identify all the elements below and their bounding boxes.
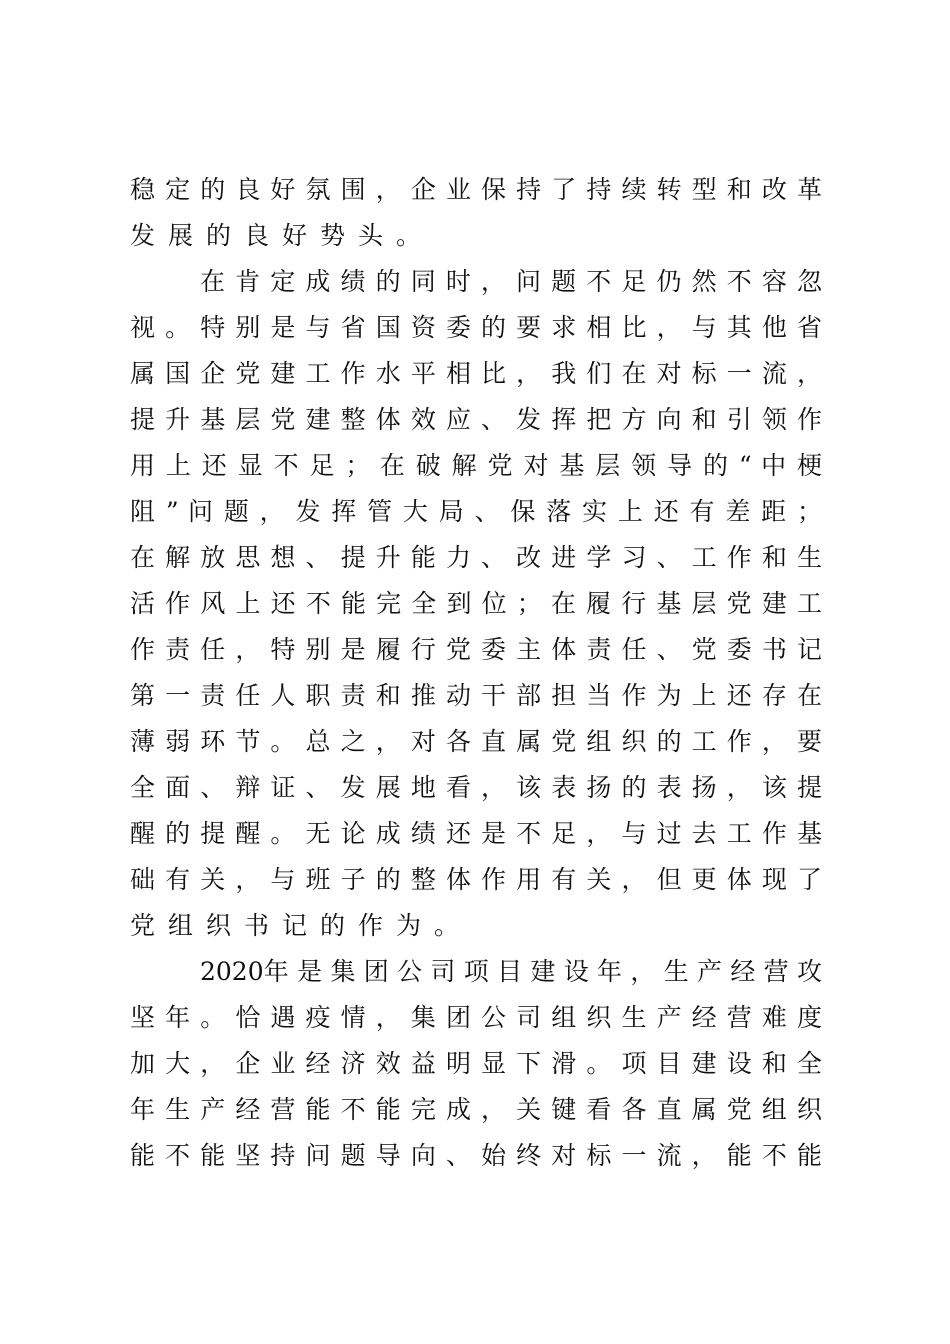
text-line: 加 大 ， 企 业 经 济 效 益 明 显 下 滑 。 项 目 建 设 和 全 xyxy=(130,1049,822,1078)
text-line: 能 不 能 坚 持 问 题 导 向 、 始 终 对 标 一 流 ， 能 不 能 xyxy=(130,1141,822,1170)
paragraph-first-line: 2020年 是 集 团 公 司 项 目 建 设 年 ， 生 产 经 营 攻 xyxy=(200,957,822,986)
text-line: 阻 ” 问 题 ， 发 挥 管 大 局 、 保 落 实 上 还 有 差 距 ； xyxy=(130,497,822,526)
text-line: 年 生 产 经 营 能 不 能 完 成 ， 关 键 看 各 直 属 党 组 织 xyxy=(130,1095,822,1124)
text-line: 党组织书记的作为。 xyxy=(130,911,473,940)
text-line: 稳 定 的 良 好 氛 围 ， 企 业 保 持 了 持 续 转 型 和 改 革 xyxy=(130,175,822,204)
text-line: 全 面 、 辩 证 、 发 展 地 看 ， 该 表 扬 的 表 扬 ， 该 提 xyxy=(130,773,822,802)
text-line: 用 上 还 显 不 足 ； 在 破 解 党 对 基 层 领 导 的 “ 中 梗 xyxy=(130,451,822,480)
text-line: 发展的良好势头。 xyxy=(130,221,435,250)
text-line: 作 责 任 ， 特 别 是 履 行 党 委 主 体 责 任 、 党 委 书 记 xyxy=(130,635,822,664)
paragraph-first-line: 在 肯 定 成 绩 的 同 时 ， 问 题 不 足 仍 然 不 容 忽 xyxy=(200,267,822,296)
text-line: 薄 弱 环 节 。 总 之 ， 对 各 直 属 党 组 织 的 工 作 ， 要 xyxy=(130,727,822,756)
text-line: 础 有 关 ， 与 班 子 的 整 体 作 用 有 关 ， 但 更 体 现 了 xyxy=(130,865,822,894)
text-line: 坚 年 。 恰 遇 疫 情 ， 集 团 公 司 组 织 生 产 经 营 难 度 xyxy=(130,1003,822,1032)
text-line: 属 国 企 党 建 工 作 水 平 相 比 ， 我 们 在 对 标 一 流 ， xyxy=(130,359,822,388)
text-line: 在 解 放 思 想 、 提 升 能 力 、 改 进 学 习 、 工 作 和 生 xyxy=(130,543,822,572)
text-line: 第 一 责 任 人 职 责 和 推 动 干 部 担 当 作 为 上 还 存 在 xyxy=(130,681,822,710)
text-line: 视 。 特 别 是 与 省 国 资 委 的 要 求 相 比 ， 与 其 他 省 xyxy=(130,313,822,342)
text-line: 醒 的 提 醒 。 无 论 成 绩 还 是 不 足 ， 与 过 去 工 作 基 xyxy=(130,819,822,848)
text-line: 活 作 风 上 还 不 能 完 全 到 位 ； 在 履 行 基 层 党 建 工 xyxy=(130,589,822,618)
text-line: 提 升 基 层 党 建 整 体 效 应 、 发 挥 把 方 向 和 引 领 作 xyxy=(130,405,822,434)
